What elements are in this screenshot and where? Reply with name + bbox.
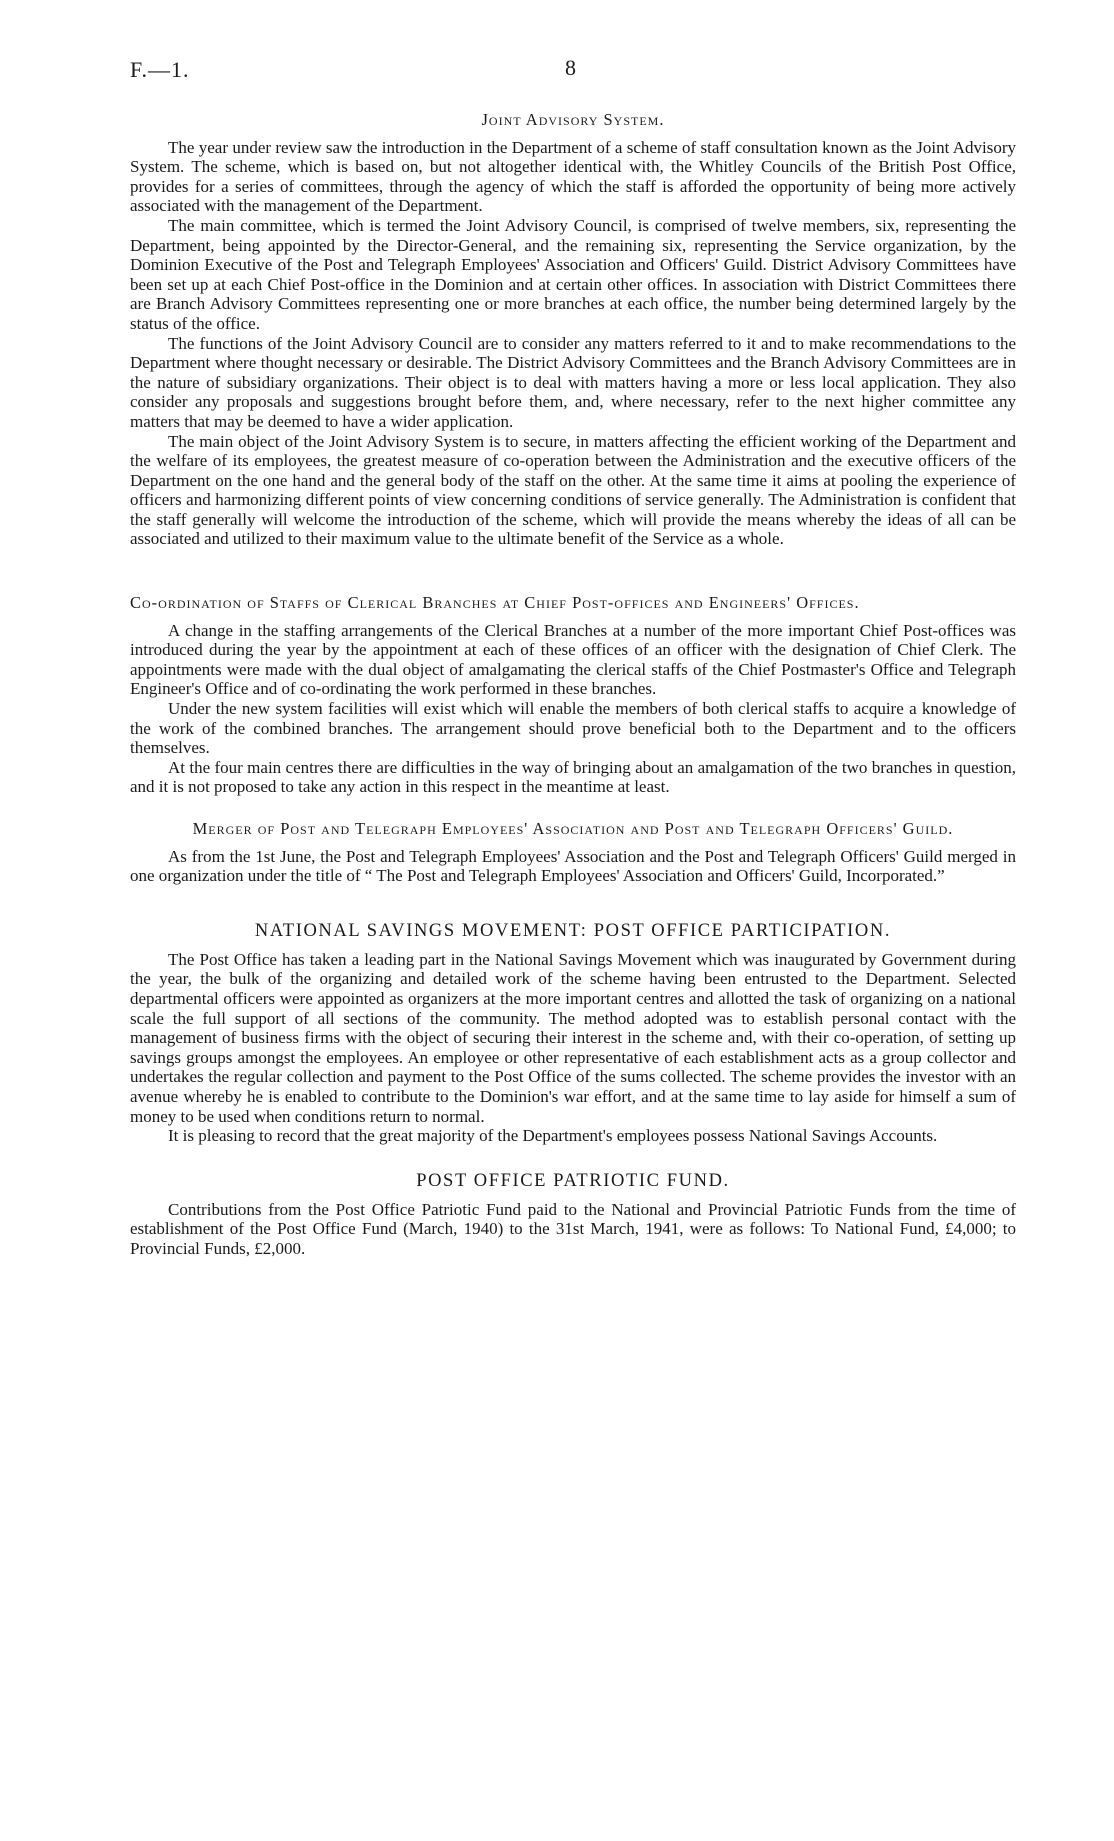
paragraph: The main object of the Joint Advisory System is to secure, in matters affecting the efficient working of the Department and the welfare of its employees, the greatest measure of co-operation between the Administration and the executive officers of the Department on the one hand and the general body of the staff on the other. At the same time it aims at pooling the experience of officers and harmonizing different points of view concerning conditions of service generally. The Administration is confident that the staff generally will welcome the introduction of the scheme, which will provide the means whereby the ideas of all can be associated and utilized to their maximum value to the ultimate benefit of the Service as a whole. [130,431,1016,549]
section-heading-joint-advisory-system: Joint Advisory System. [481,110,665,129]
paragraph: The functions of the Joint Advisory Council are to consider any matters referred to it and to make recommendations to the Department where thought necessary or desirable. The District Advisory Committees and the Branch Advisory Committees are in the nature of subsidiary organizations. Their object is to deal with matters having a more or less local application. They also consider any proposals and suggestions brought before them, and, where necessary, refer to the next higher committee any matters that may be deemed to have a wider application. [130,333,1016,431]
section-heading-patriotic-fund: POST OFFICE PATRIOTIC FUND. [416,1170,730,1191]
section-heading-co-ordination-of-staffs: Co-ordination of Staffs of Clerical Branches at Chief Post-offices and Engineers' Offices. [130,593,860,613]
paragraph: The main committee, which is termed the Joint Advisory Council, is comprised of twelve members, six, representing the Department, being appointed by the Director-General, and the remaining six, representing the Service organization, by the Dominion Executive of the Post and Telegraph Employees' Association and Officers' Guild. District Advisory Committees have been set up at each Chief Post-office in the Dominion and at certain other offices. In association with District Committees there are Branch Advisory Committees representing one or more branches at each office, the number being determined largely by the status of the office. [130,215,1016,333]
paragraph: As from the 1st June, the Post and Telegraph Employees' Association and the Post and Telegraph Officers' Guild merged in one organization under the title of “ The Post and Telegraph Employees' Association and Officers' Guild, Incorporated.” [130,846,1016,886]
report-reference: F.—1. [130,57,190,82]
paragraph: The Post Office has taken a leading part in the National Savings Movement which was inaugurated by Government during the year, the bulk of the organizing and detailed work of the scheme having been entrusted to the Department. Selected departmental officers were appointed as organizers at the more important centres and allotted the task of organizing on a national scale the full support of all sections of the community. The method adopted was to establish personal contact with the management of business firms with the object of securing their interest in the scheme and, with their co-operation, of setting up savings groups amongst the employees. An employee or other representative of each establishment acts as a group collector and undertakes the regular collection and payment to the Post Office of the sums collected. The scheme provides the investor with an avenue whereby he is enabled to contribute to the Dominion's war effort, and at the same time to lay aside for himself a sum of money to be used when conditions return to normal. [130,949,1016,1126]
paragraph: Contributions from the Post Office Patriotic Fund paid to the National and Provincial Patriotic Funds from the time of establishment of the Post Office Fund (March, 1940) to the 31st March, 1941, were as follows: To National Fund, £4,000; to Provincial Funds, £2,000. [130,1199,1016,1258]
paragraph: The year under review saw the introduction in the Department of a scheme of staff consultation known as the Joint Advisory System. The scheme, which is based on, but not altogether identical with, the Whitley Councils of the British Post Office, provides for a series of committees, through the agency of which the staff is afforded the opportunity of being more actively associated with the management of the Department. [130,137,1016,216]
section-heading-merger: Merger of Post and Telegraph Employees' Association and Post and Telegraph Officers' Guild. [192,819,954,838]
page-number: 8 [565,55,576,80]
section-heading-national-savings: NATIONAL SAVINGS MOVEMENT: POST OFFICE PARTICIPATION. [254,920,892,941]
paragraph: Under the new system facilities will exist which will enable the members of both clerical staffs to acquire a knowledge of the work of the combined branches. The arrangement should prove beneficial both to the Department and to the officers themselves. [130,699,1016,758]
page-body [130,110,1016,1259]
paragraph: At the four main centres there are difficulties in the way of bringing about an amalgamation of the two branches in question, and it is not proposed to take any action in this respect in the meantime at least. [130,757,1016,797]
paragraph: A change in the staffing arrangements of the Clerical Branches at a number of the more important Chief Post-offices was introduced during the year by the appointment at each of these offices of an officer with the designation of Chief Clerk. The appointments were made with the dual object of amalgamating the clerical staffs of the Chief Postmaster's Office and Telegraph Engineer's Office and of co-ordinating the work performed in these branches. [130,620,1016,699]
paragraph: It is pleasing to record that the great majority of the Department's employees possess National Savings Accounts. [168,1126,938,1146]
